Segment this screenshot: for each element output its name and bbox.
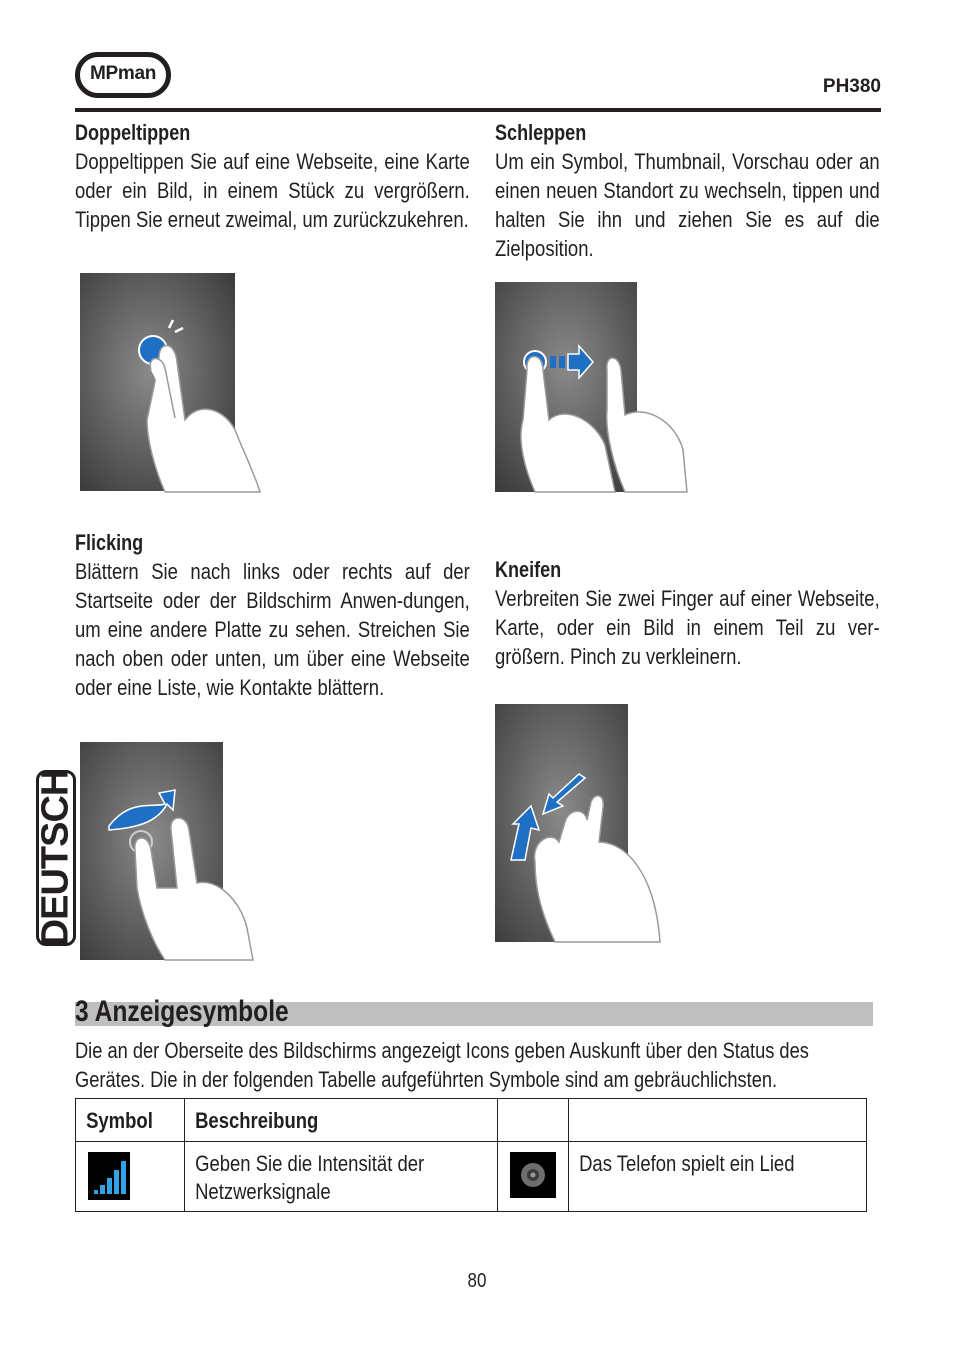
symbols-table [75,1098,867,1212]
pinch-illustration [495,702,665,947]
table-header-cell: Symbol [76,1099,185,1142]
double-tap-illustration [75,270,265,495]
flick-section [75,528,535,702]
drag-section [495,118,954,263]
section-title: 3 Anzeigesymbole [75,995,289,1028]
music-playing-icon [510,1152,556,1198]
table-header-cell [498,1099,569,1142]
flick-heading: Flicking [75,530,144,555]
table-cell [184,1142,498,1212]
flick-text: Blättern Sie nach links oder rechts auf der Startseite oder der Bildschirm Anwen-dungen, um eine andere Platte zu sehen. Streichen Sie nach oben oder unten, um über eine Webseite oder eine Liste, wie Kontakte blättern. [75,559,470,700]
header-divider [75,108,881,112]
drag-heading: Schleppen [495,120,587,145]
language-side-tab-label: DEUTSCH [34,769,77,947]
drag-illustration [495,280,690,495]
table-cell [498,1142,569,1212]
signal-description-line1: Geben Sie die Intensität der [194,1151,424,1176]
music-description: Das Telefon spielt ein Lied [579,1151,795,1176]
page-number: 80 [467,1270,487,1292]
table-header-cell: Beschreibung [184,1099,498,1142]
table-header-row [76,1099,867,1142]
double-tap-section [75,118,535,234]
model-number: PH380 [822,76,881,97]
pinch-heading: Kneifen [495,557,562,582]
pinch-section [495,555,954,671]
table-header-cell [569,1099,867,1142]
language-side-tab [36,770,76,946]
flick-illustration [75,738,260,963]
signal-strength-icon [88,1152,130,1200]
pinch-text: Verbreiten Sie zwei Finger auf einer Webseite, Karte, oder ein Bild in einem Teil zu ver-größern. Pinch zu verkleinern. [495,586,880,669]
signal-description-line2: Netzwerksignale [194,1179,331,1204]
logo-text: MPman [89,63,157,84]
mpman-logo [75,52,171,98]
table-row [76,1142,867,1212]
drag-text: Um ein Symbol, Thumbnail, Vorschau oder an einen neuen Standort zu wechseln, tippen und halten Sie ihn und ziehen Sie es auf die Zielposition. [495,149,880,261]
table-cell [76,1142,185,1212]
section-intro: Die an der Oberseite des Bildschirms angezeigt Icons geben Auskunft über den Status des Gerätes. Die in der folgenden Tabelle aufgeführten Symbole sind am gebräuchlichsten. [75,1038,809,1092]
double-tap-heading: Doppeltippen [75,120,191,145]
double-tap-text: Doppeltippen Sie auf eine Webseite, eine Karte oder ein Bild, in einem Stück zu vergrößern. Tippen Sie erneut zweimal, um zurückzukehren. [75,149,470,232]
table-cell [569,1142,867,1212]
